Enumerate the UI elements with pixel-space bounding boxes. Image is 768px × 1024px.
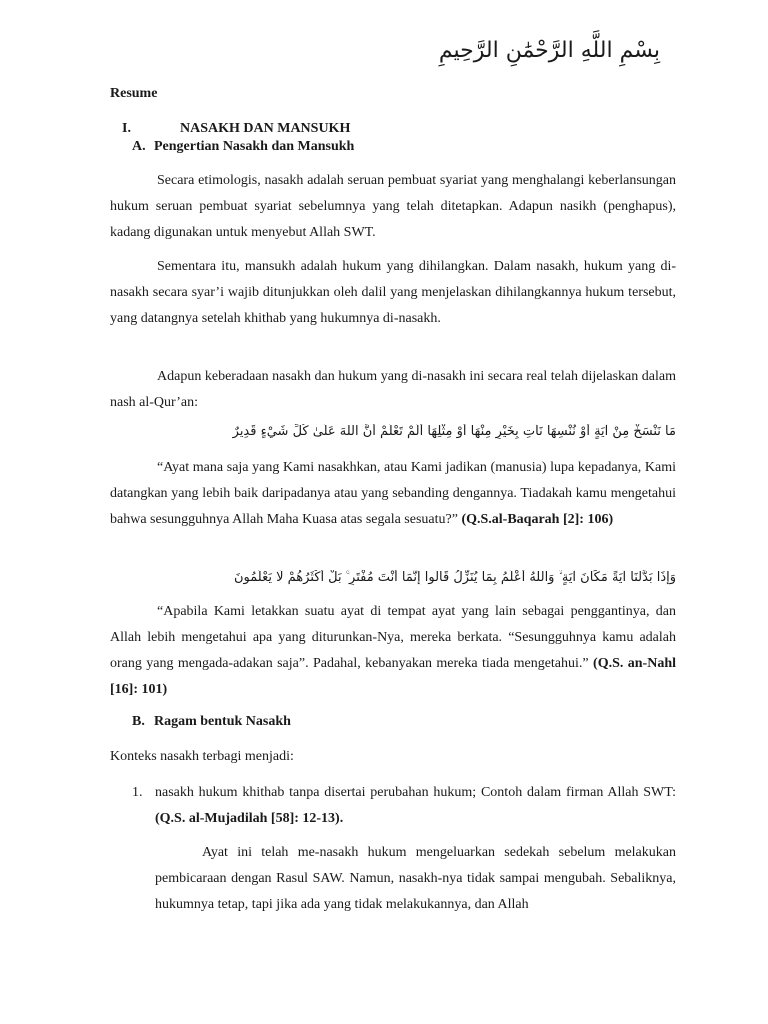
basmala-heading: بِسْمِ اللَّهِ الرَّحْمَٰنِ الرَّحِيمِ: [438, 38, 660, 63]
paragraph-ayat-ini: Ayat ini telah me-nasakh hukum mengeluarkan sedekah sebelum melakukan pembicaraan dengan Rasul SAW. Namun, nasakh-nya tidak sampai mengubah. Sebaliknya, hukumnya tetap, tapi jika ada yang tidak melakukannya, dan Allah: [155, 845, 676, 912]
context-line: Konteks nasakh terbagi menjadi:: [110, 749, 294, 764]
chapter-heading: [110, 121, 676, 137]
resume-title: Resume: [110, 86, 158, 101]
quote-1-text: “Ayat mana saja yang Kami nasakhkan, atau Kami jadikan (manusia) lupa kepadanya, Kami datangkan yang lebih baik daripadanya atau yang sebanding dengannya. Tiadakah kamu mengetahui bahwa sesungguhnya Allah Maha Kuasa atas segala sesuatu?”: [110, 460, 676, 527]
paragraph-keberadaan: Adapun keberadaan nasakh dan hukum yang di-nasakh ini secara real telah dijelaskan dalam nash al-Qur’an:: [110, 369, 676, 410]
list-item-body: nasakh hukum khithab tanpa disertai perubahan hukum; Contoh dalam firman Allah SWT:: [155, 785, 676, 800]
chapter-number: I.: [122, 121, 131, 136]
quote-2: [110, 599, 676, 703]
list-item-number: 1.: [132, 785, 143, 800]
list-item: [110, 780, 676, 832]
list-item-reference: (Q.S. al-Mujadilah [58]: 12-13).: [155, 811, 344, 826]
list-item-text: [155, 780, 676, 832]
section-a-title: Pengertian Nasakh dan Mansukh: [154, 139, 355, 154]
quote-1: [110, 455, 676, 533]
arabic-verse-2: وَإِذَا بَدَّلْنَا آيَةً مَكَانَ آيَةٍ ۙ وَاللَّهُ أَعْلَمُ بِمَا يُنَزِّلُ قَالُوا إِنَّمَا أَنْتَ مُفْتَرٍ ۚ بَلْ أَكْثَرُهُمْ لَا يَعْلَمُونَ: [234, 570, 676, 585]
quote-2-reference: (Q.S. an-Nahl [16]: 101): [110, 656, 676, 697]
quote-2-text: “Apabila Kami letakkan suatu ayat di tempat ayat yang lain sebagai penggantinya, dan Allah lebih mengetahui apa yang diturunkan-Nya, mereka berkata. “Sesungguhnya kamu adalah orang yang mengada-adakan saja”. Padahal, kebanyakan mereka tiada mengetahui.”: [110, 604, 676, 671]
section-a-letter: A.: [132, 139, 146, 154]
arabic-verse-1: مَا نَنْسَخْ مِنْ آيَةٍ أَوْ نُنْسِهَا نَأْتِ بِخَيْرٍ مِنْهَا أَوْ مِثْلِهَا أَلَمْ تَعْلَمْ أَنَّ اللَّهَ عَلَىٰ كُلِّ شَيْءٍ قَدِيرٌ: [232, 424, 676, 439]
chapter-title: NASAKH DAN MANSUKH: [180, 121, 351, 136]
section-b-letter: B.: [132, 714, 145, 729]
section-b-heading: [132, 714, 291, 730]
quote-1-reference: (Q.S.al-Baqarah [2]: 106): [461, 512, 614, 527]
paragraph-mansukh: Sementara itu, mansukh adalah hukum yang dihilangkan. Dalam nasakh, hukum yang di-nasakh secara syar’i wajib ditunjukkan oleh dalil yang menjelaskan dihilangkannya hukum tersebut, yang datangnya setelah khithab yang hukumnya di-nasakh.: [110, 259, 676, 326]
paragraph-etimologis: Secara etimologis, nasakh adalah seruan pembuat syariat yang menghalangi keberlansungan hukum seruan pembuat syariat sebelumnya yang telah ditetapkan. Adapun nasikh (penghapus), kadang digunakan untuk menyebut Allah SWT.: [110, 173, 676, 240]
section-a-heading: [132, 139, 354, 155]
section-b-title: Ragam bentuk Nasakh: [154, 714, 291, 729]
